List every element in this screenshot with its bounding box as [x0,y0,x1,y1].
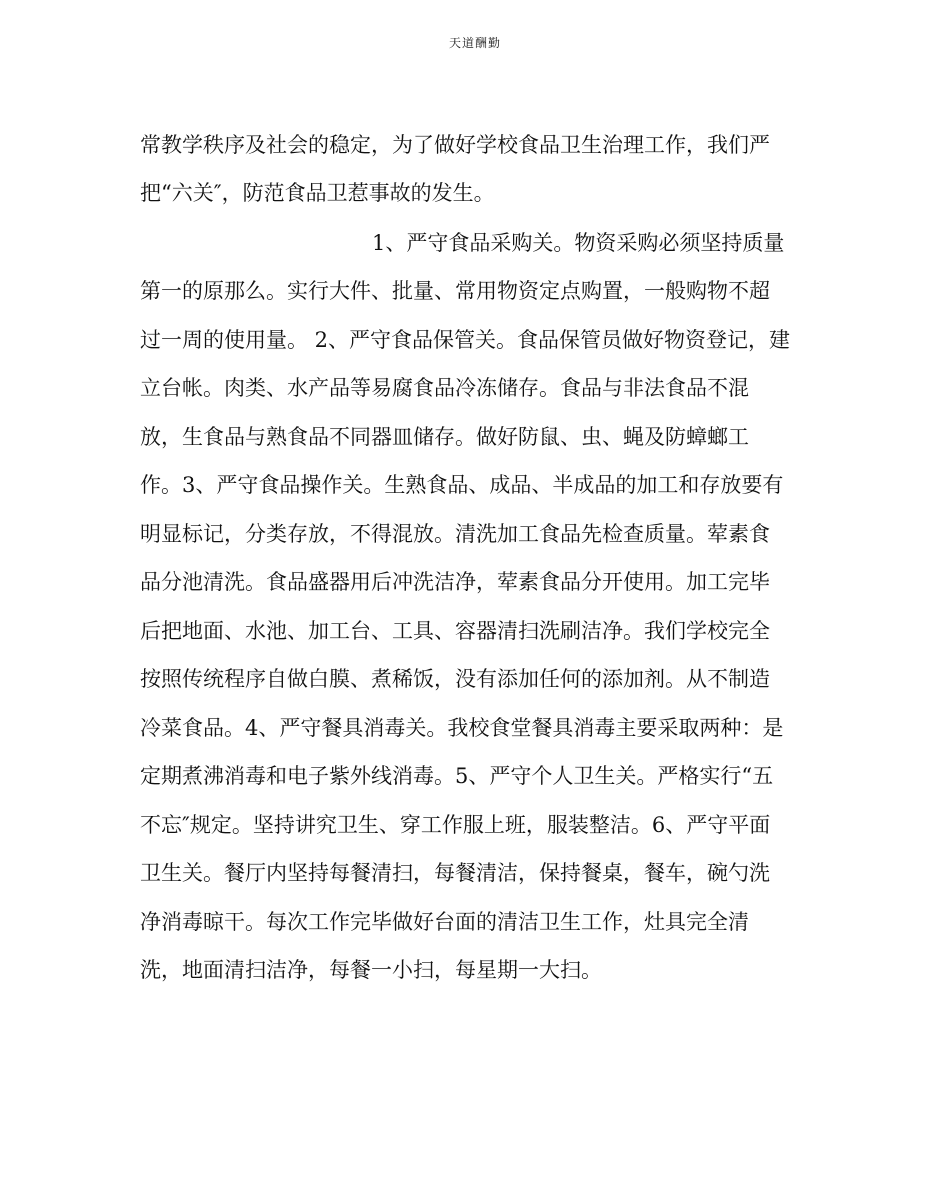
text-line: 放，生食品与熟食品不同器皿储存。做好防鼠、虫、蝇及防蟑螂工 [140,425,749,449]
text-line: 净消毒晾干。每次工作完毕做好台面的清洁卫生工作，灶具完全清 [140,910,749,934]
text-line: 后把地面、水池、加工台、工具、容器清扫洗刷洁净。我们学校完全 [140,619,770,643]
text-line: 按照传统程序自做白膜、煮稀饭，没有添加任何的添加剂。从不制造 [140,667,770,691]
text-line: 冷菜食品。4、严守餐具消毒关。我校食堂餐具消毒主要采取两种：是 [140,716,784,740]
text-line: 立台帐。肉类、水产品等易腐食品冷冻储存。食品与非法食品不混 [140,376,749,400]
text-line: 洗，地面清扫洁净，每餐一小扫，每星期一大扫。 [140,958,602,982]
text-line: 定期煮沸消毒和电子紫外线消毒。5、严守个人卫生关。严格实行“五 [140,764,774,788]
text-line: 卫生关。餐厅内坚持每餐清扫，每餐清洁，保持餐桌，餐车，碗勺洗 [140,861,770,885]
text-line: 常教学秩序及社会的稳定，为了做好学校食品卫生治理工作，我们严 [140,133,770,157]
text-line: 品分池清洗。食品盛器用后冲洗洁净，荤素食品分开使用。加工完毕 [140,570,770,594]
text-line: 第一的原那么。实行大件、批量、常用物资定点购置，一般购物不超 [140,279,770,303]
text-line: 不忘″规定。坚持讲究卫生、穿工作服上班，服装整洁。6、严守平面 [140,813,771,837]
text-line: 1、严守食品采购关。物资采购必须坚持质量 [372,231,785,255]
text-line: 过一周的使用量。 2、严守食品保管关。食品保管员做好物资登记，建 [140,328,791,352]
text-line: 把“六关″，防范食品卫惹事故的发生。 [140,181,495,205]
text-line: 作。3、严守食品操作关。生熟食品、成品、半成品的加工和存放要有 [140,473,784,497]
page-header: 天道酬勤 [448,36,501,50]
text-line: 明显标记，分类存放，不得混放。清洗加工食品先检查质量。荤素食 [140,522,770,546]
